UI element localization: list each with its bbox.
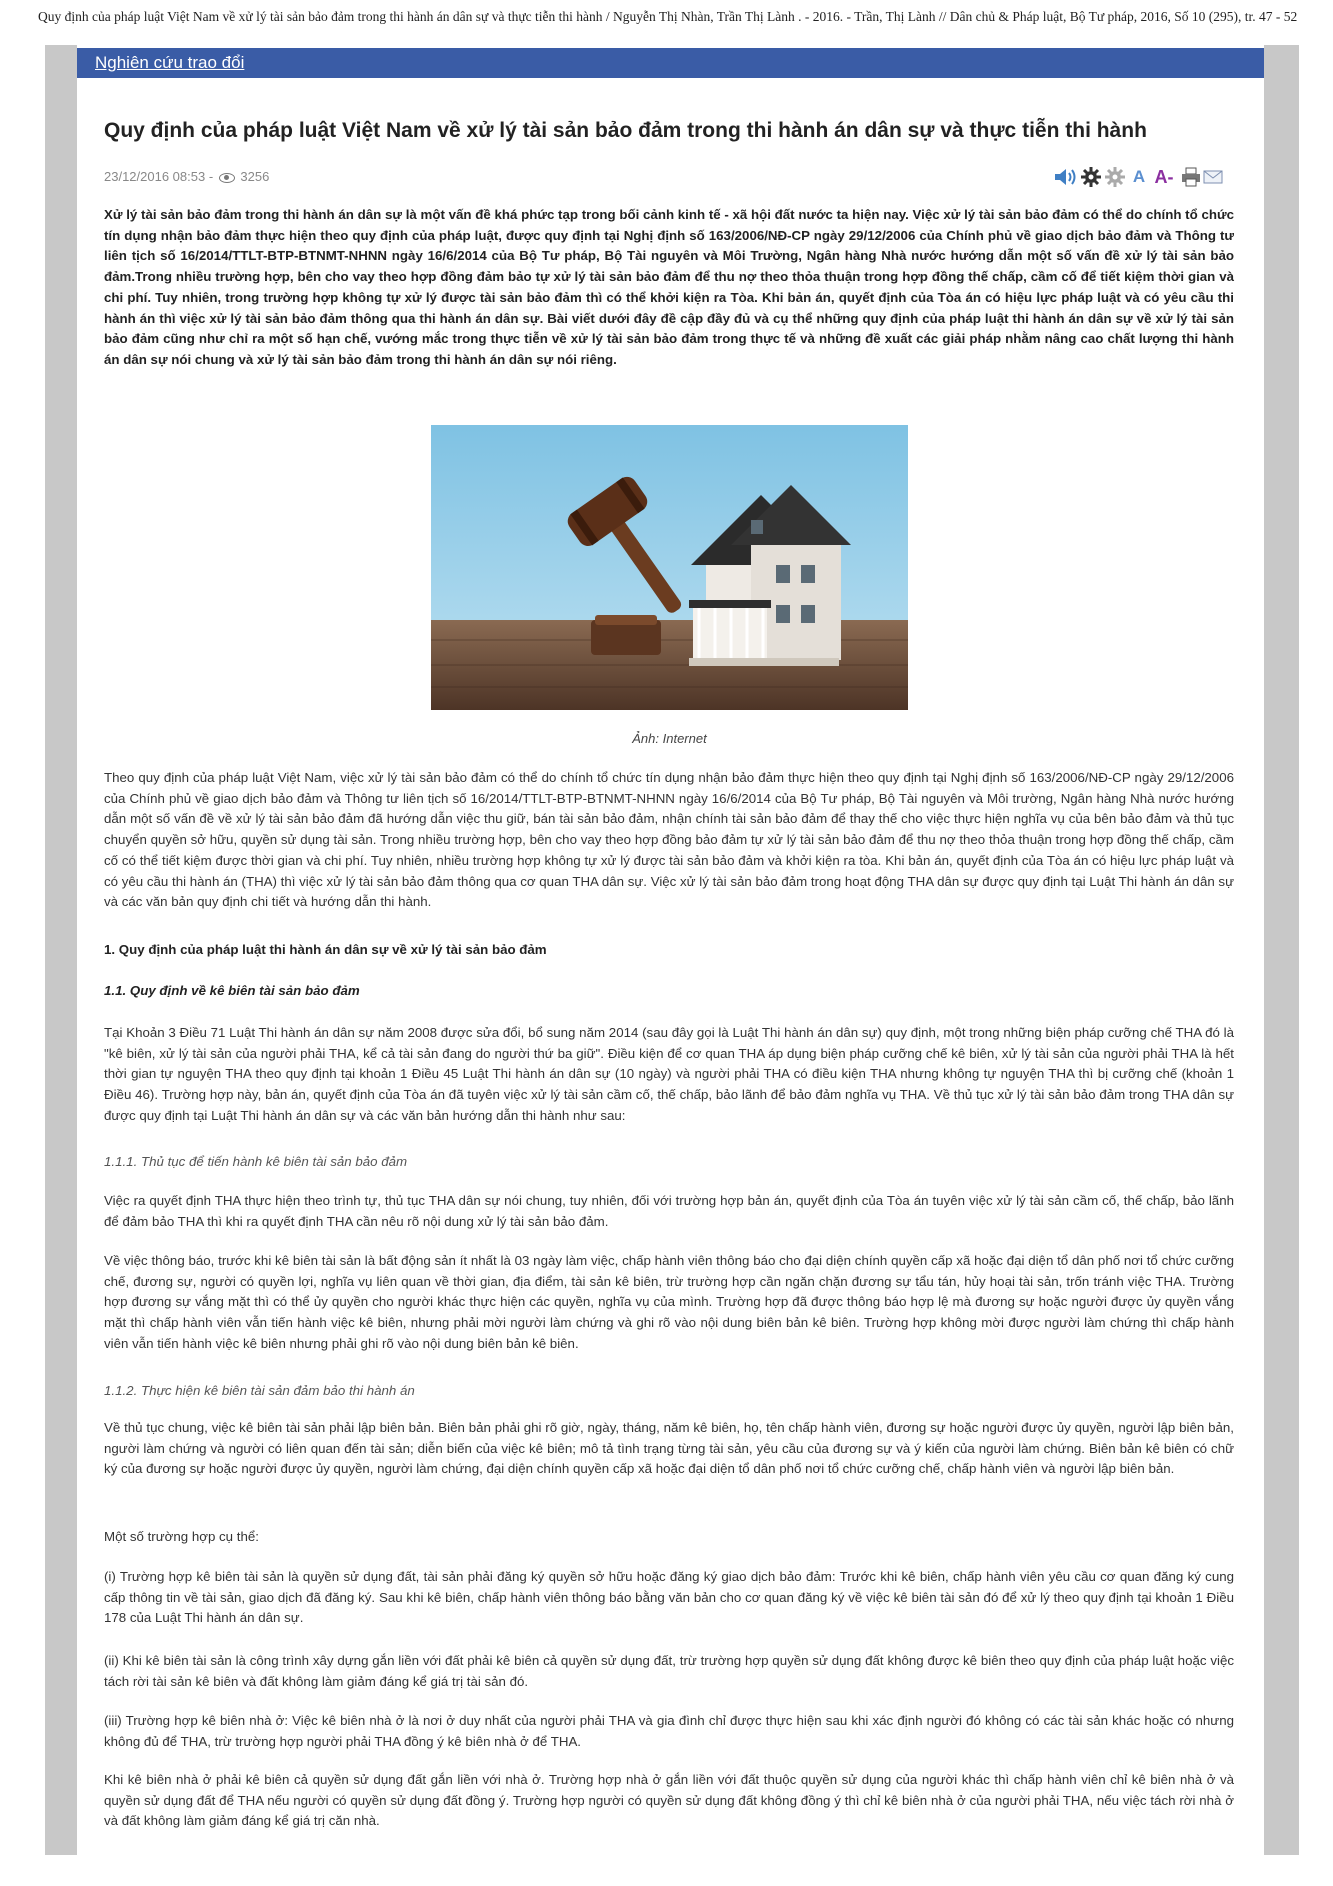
gear-light-icon[interactable] — [1104, 166, 1126, 188]
list-item: (i) Trường hợp kê biên tài sản là quyền sử dụng đất, tài sản phải đăng ký quyền sở hữu hoặc đăng ký giao dịch bảo đảm: Trước khi kê biên, chấp hành viên yêu cầu cơ quan đăng ký cung cấp thông tin về tài sản, giao dịch đã đăng ký. Sau khi kê biên, chấp hành viên thông báo bằng văn bản cho cơ quan đăng ký về việc kê biên tài sản đó để xử lý theo quy định tại khoản 1 Điều 178 của Luật Thi hành án dân sự. — [104, 1569, 1234, 1626]
section-heading-1-1: 1.1. Quy định về kê biên tài sản bảo đảm — [104, 983, 360, 998]
list-item: (ii) Khi kê biên tài sản là công trình xây dựng gắn liền với đất phải kê biên cả quyền sử dụng đất, trừ trường hợp quyền sử dụng đất không được kê biên theo quy định của pháp luật hoặc việc tách rời tài sản kê biên và đất không làm giảm đáng kể giá trị tài sản đó. — [104, 1653, 1234, 1689]
body-paragraph: Khi kê biên nhà ở phải kê biên cả quyền sử dụng đất gắn liền với nhà ở. Trường hợp nhà ở gắn liền với đất thuộc quyền sử dụng của người khác thì chấp hành viên chỉ kê biên nhà ở và quyền sử dụng đất để THA nếu người có quyền sử dụng đất đồng ý. Trường hợp người có quyền sử dụng đất không đồng ý thì chỉ kê biên nhà ở của người phải THA, nếu việc tách rời nhà ở và đất không làm giảm đáng kể giá trị căn nhà. — [104, 1772, 1234, 1829]
body-paragraph: Tại Khoản 3 Điều 71 Luật Thi hành án dân sự năm 2008 được sửa đổi, bổ sung năm 2014 (sau đây gọi là Luật Thi hành án dân sự) quy định, một trong những biện pháp cưỡng chế THA đó là "kê biên, xử lý tài sản của người phải THA, kể cả tài sản đang do người thứ ba giữ". Điều kiện để cơ quan THA áp dụng biện pháp cưỡng chế kê biên, xử lý tài sản của người phải THA là hết thời gian tự nguyện THA theo quy định tại khoản 1 Điều 45 Luật Thi hành án dân sự (10 ngày) và người phải THA có điều kiện THA nhưng không tự nguyện THA thì bị cưỡng chế (khoản 1 Điều 46). Trường hợp này, bản án, quyết định của Tòa án đã tuyên việc xử lý tài sản cầm cố, thế chấp, bảo lãnh để bảo đảm nghĩa vụ THA. Về thủ tục xử lý tài sản bảo đảm trong THA dân sự được quy định tại Luật Thi hành án dân sự và các văn bản hướng dẫn thi hành như sau: — [104, 1025, 1234, 1123]
section-heading-1: 1. Quy định của pháp luật thi hành án dân sự về xử lý tài sản bảo đảm — [104, 942, 547, 957]
views-eye-icon — [219, 173, 235, 183]
photo-caption: Ảnh: Internet — [632, 731, 707, 746]
article-title: Quy định của pháp luật Việt Nam về xử lý tài sản bảo đảm trong thi hành án dân sự và thực tiễn thi hành — [104, 119, 1147, 142]
article-photo-gavel-house — [431, 425, 908, 710]
view-count: 3256 — [240, 169, 270, 184]
body-paragraph: Theo quy định của pháp luật Việt Nam, việc xử lý tài sản bảo đảm có thể do chính tổ chức tín dụng nhận bảo đảm thực hiện theo quy định tại Nghị định số 163/2006/NĐ-CP ngày 29/12/2006 của Chính phủ về giao dịch bảo đảm và Thông tư liên tịch số 16/2014/TTLT-BTP-BTNMT-NHNN ngày 16/6/2014 của Bộ Tư pháp, Bộ Tài nguyên và Môi trường, Ngân hàng Nhà nước hướng dẫn một số vấn đề về xử lý tài sản bảo đảm đã hướng dẫn việc thu giữ, bán tài sản bảo đảm, nhận chính tài sản bảo đảm để thay thế cho việc thực hiện nghĩa vụ của bên bảo đảm và thủ tục chuyển quyền sở hữu, quyền sử dụng tài sản. Trong nhiều trường hợp, bên cho vay theo hợp đồng bảo đảm tự xử lý tài sản bảo đảm để thu nợ theo thỏa thuận trong hợp đồng thế chấp, cầm cố có thể tiết kiệm được thời gian và chi phí. Tuy nhiên, nhiều trường hợp không tự xử lý được tài sản bảo đảm và khởi kiện ra tòa. Khi bản án, quyết định của Tòa án có hiệu lực pháp luật và có yêu cầu thi hành án (THA) thì việc xử lý tài sản bảo đảm thông qua cơ quan THA dân sự. Việc xử lý tài sản bảo đảm trong hoạt động THA dân sự được quy định tại Luật Thi hành án dân sự và các văn bản quy định chi tiết và hướng dẫn thi hành. — [104, 770, 1234, 910]
section-heading-1-1-1: 1.1.1. Thủ tục để tiến hành kê biên tài sản bảo đảm — [104, 1154, 408, 1169]
lead-paragraph: Xử lý tài sản bảo đảm trong thi hành án dân sự là một vấn đề khá phức tạp trong bối cảnh kinh tế - xã hội đất nước ta hiện nay. Việc xử lý tài sản bảo đảm có thể do chính tổ chức tín dụng nhận bảo đảm thực hiện theo quy định của pháp luật, được quy định tại Nghị định số 163/2006/NĐ-CP ngày 29/12/2006 của Chính phủ về giao dịch bảo đảm và Thông tư liên tịch số 16/2014/TTLT-BTP-BTNMT-NHNN ngày 16/6/2014 của Bộ Tư pháp, Bộ Tài nguyên và Môi Trường, Ngân hàng Nhà nước hướng dẫn một số vấn đề xử lý tài sản bảo đảm.Trong nhiều trường hợp, bên cho vay theo hợp đồng đảm bảo tự xử lý tài sản bảo đảm để thu nợ theo thỏa thuận trong hợp đồng thế chấp, cầm cố để tiết kiệm thời gian và chi phí. Tuy nhiên, trong trường hợp không tự xử lý được tài sản bảo đảm thì có thể khởi kiện ra Tòa. Khi bản án, quyết định của Tòa án có hiệu lực pháp luật và có yêu cầu thi hành án thì việc xử lý tài sản bảo đảm thông qua thi hành án dân sự. Bài viết dưới đây đề cập đầy đủ và cụ thể những quy định của pháp luật thi hành án dân sự về xử lý tài sản bảo đảm cũng như chỉ ra một số hạn chế, vướng mắc trong thực tiễn về xử lý tài sản bảo đảm trong thực tế và những đề xuất các giải pháp nhằm nâng cao chất lượng thi hành án dân sự nói chung và xử lý tài sản bảo đảm trong thi hành án dân sự nói riêng. — [104, 207, 1234, 367]
speaker-icon[interactable] — [1052, 166, 1078, 188]
section-heading-1-1-2: 1.1.2. Thực hiện kê biên tài sản đảm bảo thi hành án — [104, 1383, 415, 1398]
body-paragraph: Việc ra quyết định THA thực hiện theo trình tự, thủ tục THA dân sự nói chung, tuy nhiên, đối với trường hợp bản án, quyết định của Tòa án tuyên việc xử lý tài sản cầm cố, thế chấp, bảo lãnh để đảm bảo THA thì khi ra quyết định THA cần nêu rõ nội dung xử lý tài sản bảo đảm. — [104, 1193, 1234, 1229]
gear-dark-icon[interactable] — [1080, 166, 1102, 188]
body-paragraph: Một số trường hợp cụ thể: — [104, 1529, 259, 1544]
article-date: 23/12/2016 08:53 - — [104, 169, 214, 184]
body-paragraph: Về việc thông báo, trước khi kê biên tài sản là bất động sản ít nhất là 03 ngày làm việc, chấp hành viên thông báo cho đại diện chính quyền cấp xã hoặc đại diện tổ dân phố nơi tổ chức cưỡng chế, đương sự, người có quyền lợi, nghĩa vụ liên quan về thời gian, địa điểm, tài sản kê biên, trừ trường hợp cần ngăn chặn đương sự tẩu tán, hủy hoại tài sản, trốn tránh việc THA. Trường hợp đương sự vắng mặt thì có thể ủy quyền cho người khác thực hiện các quyền, nghĩa vụ của mình. Trường hợp đã được thông báo hợp lệ mà đương sự hoặc người được ủy quyền vắng mặt thì chấp hành viên vẫn tiến hành việc kê biên, nhưng phải mời người làm chứng và ghi rõ vào nội dung biên bản kê biên. Trường hợp không mời được người làm chứng thì chấp hành viên vẫn tiến hành việc kê biên nhưng phải ghi rõ vào nội dung biên bản kê biên. — [104, 1253, 1234, 1351]
text-size-small-button[interactable]: A — [1132, 167, 1146, 186]
category-bar — [77, 48, 1264, 78]
list-item: (iii) Trường hợp kê biên nhà ở: Việc kê biên nhà ở là nơi ở duy nhất của người phải THA và gia đình chỉ được thực hiện sau khi xác định người đó không có các tài sản khác hoặc có nhưng không đủ để THA, trừ trường hợp người phải THA đồng ý kê biên nhà ở để THA. — [104, 1713, 1234, 1749]
citation-header: Quy định của pháp luật Việt Nam về xử lý tài sản bảo đảm trong thi hành án dân sự và thực tiễn thi hành / Nguyễn Thị Nhàn, Trần Thị Lành . - 2016. - Trần, Thị Lành // Dân chủ & Pháp luật, Bộ Tư pháp, 2016, Số 10 (295), tr. 47 - 52 — [38, 9, 1298, 24]
article-meta — [104, 169, 269, 184]
body-paragraph: Về thủ tục chung, việc kê biên tài sản phải lập biên bản. Biên bản phải ghi rõ giờ, ngày, tháng, năm kê biên, họ, tên chấp hành viên, đương sự hoặc người được ủy quyền, người lập biên bản, người làm chứng và người có liên quan đến tài sản; diễn biến của việc kê biên; mô tả tình trạng từng tài sản, yêu cầu của đương sự và ý kiến của người làm chứng. Biên bản kê biên có chữ ký của đương sự hoặc người được ủy quyền, người làm chứng, đại diện chính quyền cấp xã hoặc đại diện tổ dân phố nơi tổ chức cưỡng chế, chấp hành viên và người lập biên bản. — [104, 1420, 1234, 1477]
printer-icon[interactable] — [1180, 166, 1202, 188]
mail-icon[interactable] — [1202, 166, 1224, 188]
text-size-large-button[interactable]: A- — [1154, 166, 1174, 187]
category-link[interactable]: Nghiên cứu trao đổi — [95, 53, 245, 72]
